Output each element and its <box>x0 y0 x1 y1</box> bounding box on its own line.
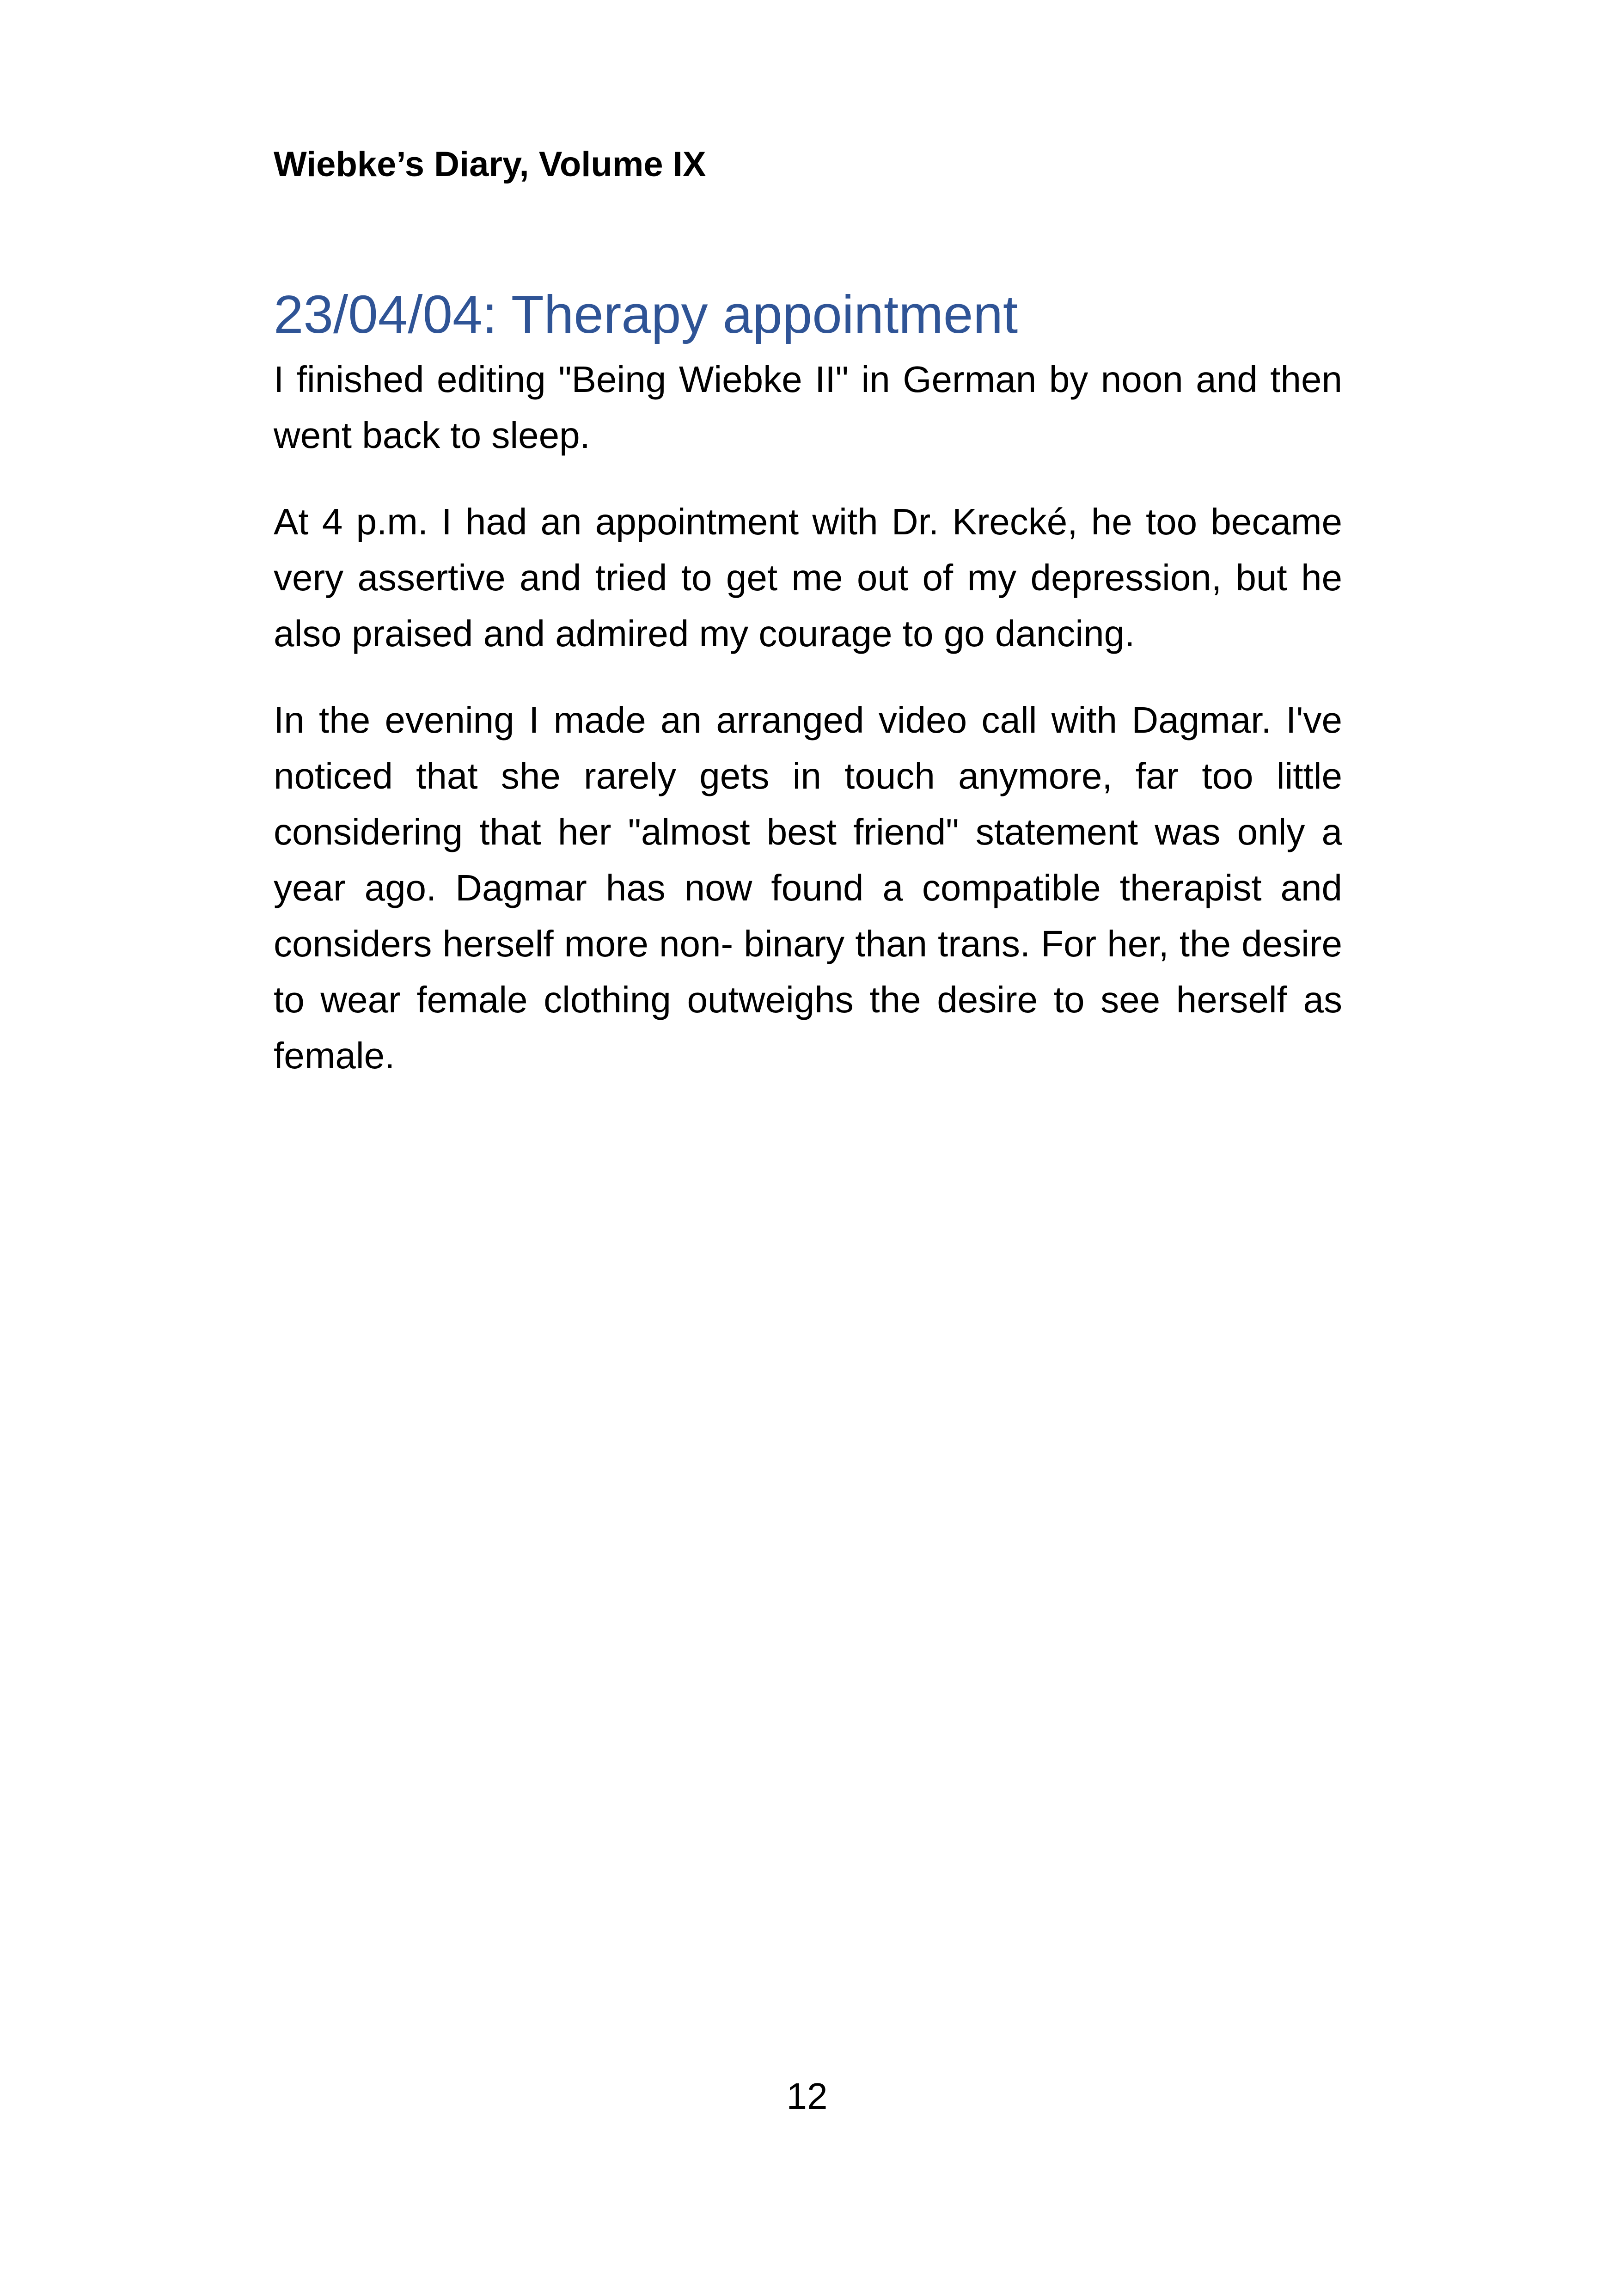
page-number: 12 <box>786 2076 828 2117</box>
paragraph: I finished editing "Being Wiebke II" in German by noon and then went back to sleep. <box>274 359 1342 456</box>
entry-body <box>274 277 1342 1114</box>
running-header: Wiebke’s Diary, Volume IX <box>274 145 706 184</box>
paragraph: In the evening I made an arranged video call with Dagmar. I've noticed that she rarely gets in touch anymore, far too little considering that her "almost best friend" statement was only a year ago. Dagmar has now found a compatible therapist and considers herself more non- binary than trans. For her, the desire to wear female clothing outweighs the desire to see herself as female. <box>274 699 1342 1076</box>
paragraph: At 4 p.m. I had an appointment with Dr. Krecké, he too became very assertive and tried to get me out of my depression, but he also praised and admired my courage to go dancing. <box>274 501 1342 654</box>
entry-title: 23/04/04: Therapy appointment <box>274 284 1018 344</box>
